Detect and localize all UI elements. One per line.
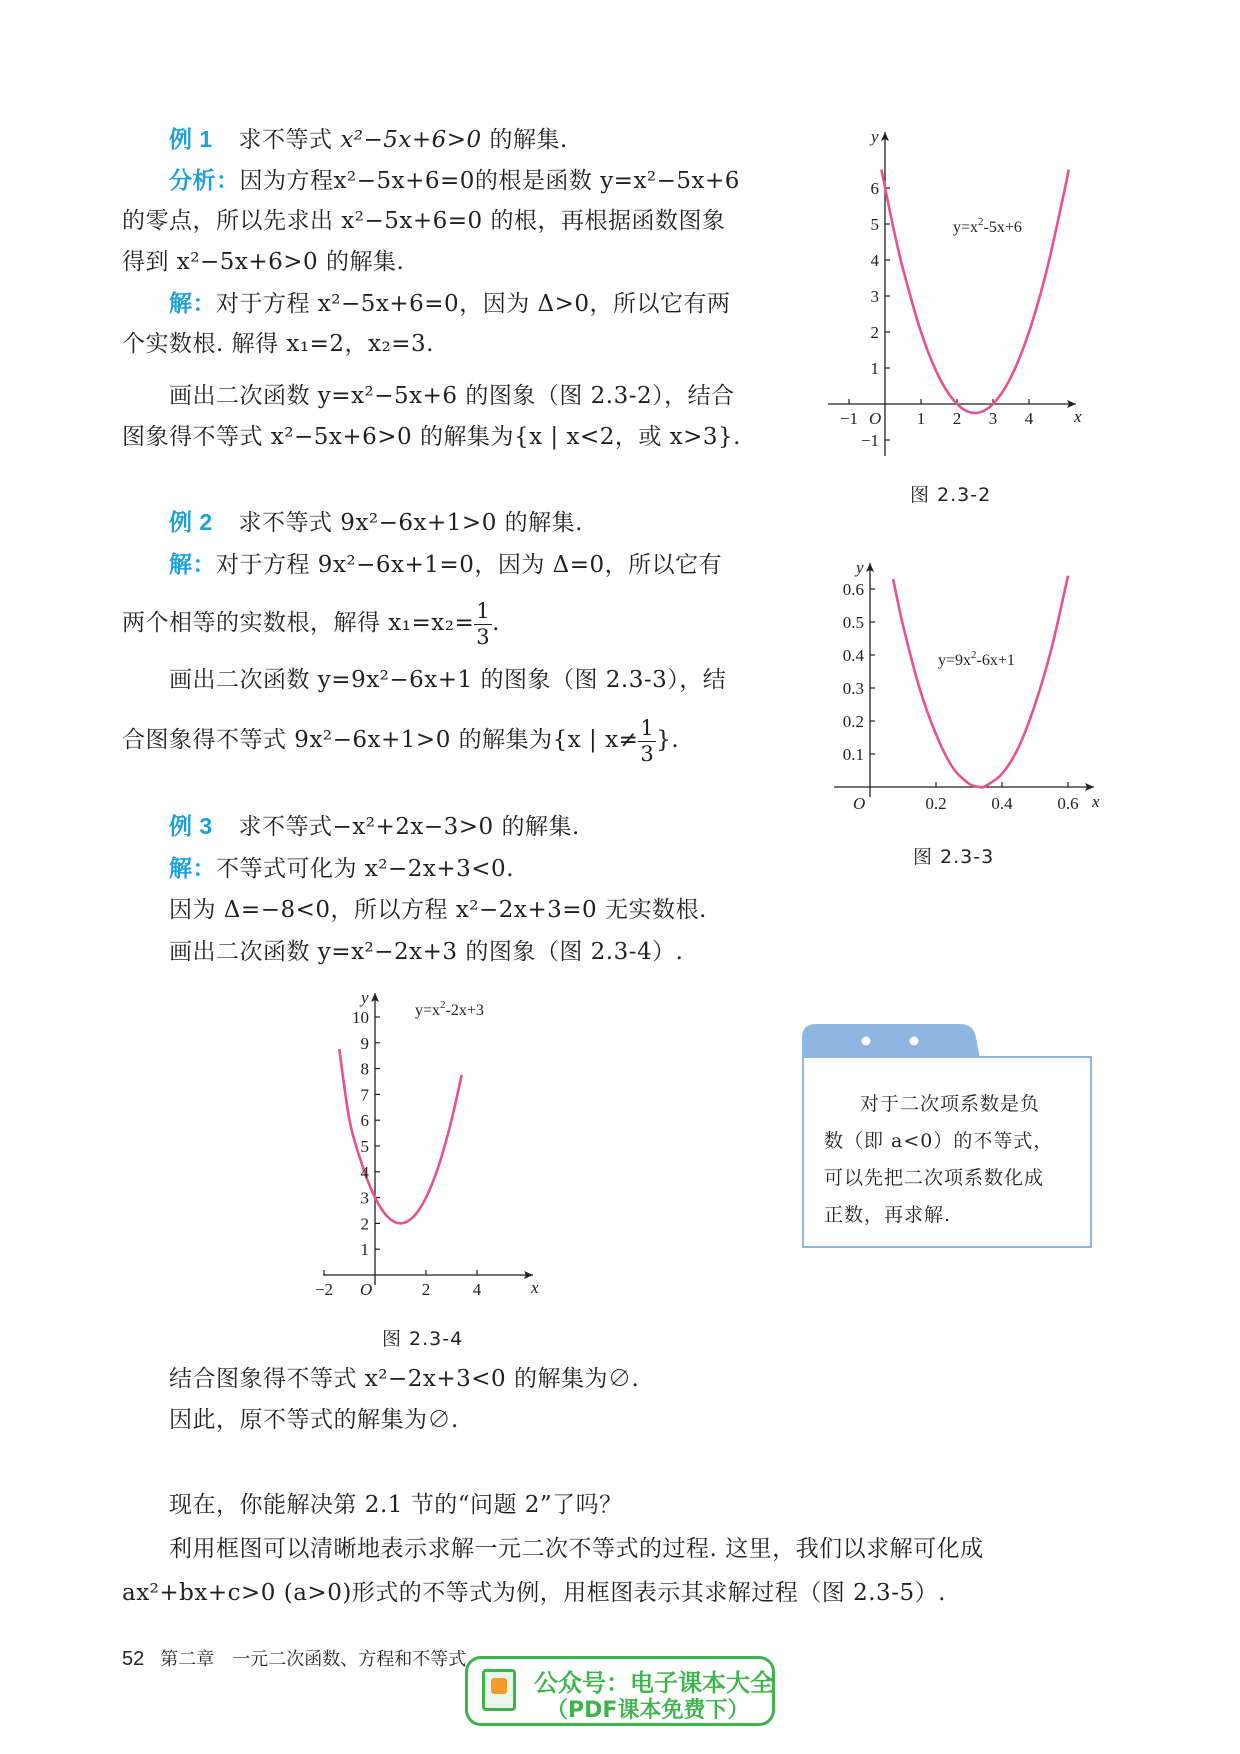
fig2-ytick-label: 3 — [870, 286, 879, 306]
fig2-xtick-label: −1 — [839, 409, 859, 428]
fig3-labels — [843, 558, 1100, 813]
closing-line-2: 利用框图可以清晰地表示求解一元二次不等式的过程. 这里，我们以求解可化成 — [169, 1536, 984, 1562]
ex3-line-4: 结合图象得不等式 x²−2x+3<0 的解集为∅. — [169, 1366, 640, 1392]
fig2-ytick-label: 4 — [870, 250, 879, 270]
ex1-label: 例 1 — [169, 126, 213, 152]
note-tab-dot-left — [862, 1037, 871, 1046]
fig4-ytick-label: 4 — [360, 1162, 369, 1182]
fig2-xtick-label: 1 — [916, 409, 926, 428]
fraction-one-third-2 — [638, 715, 656, 766]
ex3-line-5: 因此，原不等式的解集为∅. — [169, 1407, 459, 1433]
fraction-denominator: 3 — [476, 624, 491, 649]
fig2-x-axis-label: x — [1074, 407, 1082, 426]
ex2-solution-line-2 — [122, 598, 500, 648]
ex2-draw-text-2b: }. — [656, 727, 680, 753]
figure-2-3-2-caption: 图 2.3-2 — [910, 484, 992, 506]
fig3-x-axis-label: x — [1092, 792, 1100, 811]
fig2-labels — [840, 127, 1082, 450]
ex3-title — [169, 811, 580, 842]
ex1-title-math: x²−5x+6>0 — [340, 127, 482, 153]
fig4-parabola-curve — [339, 1049, 461, 1223]
fig2-xtick-label: 3 — [988, 409, 998, 428]
ex2-solution-text-2a: 两个相等的实数根，解得 x₁=x₂= — [122, 610, 475, 636]
fig2-ytick-label: 2 — [870, 322, 879, 342]
fig2-xtick-label: 2 — [952, 409, 962, 428]
fig3-ytick-label: 0.1 — [842, 744, 864, 764]
book-icon — [482, 1669, 516, 1711]
fig3-parabola-curve — [893, 576, 1068, 788]
fig3-xtick-label: 0.6 — [1057, 794, 1079, 813]
fig3-axes — [834, 563, 1094, 797]
fig4-y-axis-label: y — [361, 988, 369, 1007]
figure-2-3-3-caption: 图 2.3-3 — [913, 846, 995, 868]
fig3-ytick-label: 0.6 — [842, 579, 864, 599]
ex2-draw-line-1: 画出二次函数 y=9x²−6x+1 的图象（图 2.3-3），结 — [169, 667, 727, 693]
fig3-curve-layer — [893, 576, 1068, 788]
fig4-equation-label: $y=x^2-2x+3$ — [415, 999, 484, 1019]
fig4-curve-layer — [339, 1049, 461, 1223]
ex3-solution-label: 解： — [169, 855, 216, 881]
ex3-title-text: 求不等式−x²+2x−3>0 的解集. — [238, 814, 580, 840]
ex1-title-text-b: 的解集. — [481, 127, 568, 153]
fig4-xtick-label: 4 — [472, 1280, 482, 1299]
figure-2-3-4-caption: 图 2.3-4 — [382, 1328, 464, 1350]
note-line-4: 正数，再求解. — [824, 1204, 952, 1226]
ex2-title — [169, 507, 583, 538]
ex2-draw-line-2 — [122, 715, 679, 765]
fig3-xtick-label: 0.2 — [925, 794, 947, 813]
fig2-axes — [828, 132, 1076, 456]
ex3-line-2: 因为 Δ=−8<0，所以方程 x²−2x+3=0 无实数根. — [169, 897, 707, 923]
fig4-labels — [315, 988, 539, 1299]
note-line-2: 数（即 a<0）的不等式， — [824, 1130, 1054, 1152]
ex1-draw-line-1: 画出二次函数 y=x²−5x+6 的图象（图 2.3-2），结合 — [169, 383, 735, 409]
fig3-ytick-label: 0.3 — [842, 678, 864, 698]
fig4-x-axis-label: x — [531, 1278, 539, 1297]
fig4-xtick-label: −2 — [314, 1280, 334, 1299]
ex1-solution-line-1 — [169, 288, 731, 319]
note-box — [802, 1056, 1092, 1248]
ex1-title-text-a: 求不等式 — [238, 127, 341, 153]
ex2-label: 例 2 — [169, 509, 213, 535]
fig4-ytick-label: 1 — [360, 1240, 369, 1260]
fraction-numerator: 1 — [640, 715, 655, 740]
fig4-xtick-label: 2 — [421, 1280, 431, 1299]
fraction-denominator: 3 — [640, 741, 655, 766]
ex3-solution-text-1: 不等式可化为 x²−2x+3<0. — [216, 856, 514, 882]
fig3-equation-label: $y=9x^2-6x+1$ — [938, 649, 1015, 669]
closing-line-1: 现在，你能解决第 2.1 节的“问题 2”了吗？ — [169, 1492, 623, 1518]
figure-2-3-3 — [820, 555, 1100, 815]
fig4-ytick-label: 10 — [352, 1007, 369, 1027]
chapter-title: 第二章 一元二次函数、方程和不等式 — [160, 1649, 467, 1670]
fig3-ytick-label: 0.2 — [842, 711, 864, 731]
fig3-y-axis-label: y — [856, 558, 864, 577]
note-line-1: 对于二次项系数是负 — [860, 1093, 1041, 1115]
fig2-parabola-curve — [881, 170, 1068, 413]
figure-2-3-4 — [314, 985, 539, 1305]
fig4-ytick-label: 6 — [360, 1111, 369, 1131]
book-icon-badge — [491, 1678, 507, 1694]
fig2-ytick-label: 6 — [870, 178, 879, 198]
ex1-draw-line-2: 图象得不等式 x²−5x+6>0 的解集为{x | x<2，或 x>3}. — [122, 424, 741, 450]
fig2-ytick-label: 1 — [870, 358, 879, 378]
ex1-analysis-label: 分析： — [169, 167, 240, 193]
fig3-xtick-label: 0.4 — [991, 794, 1013, 813]
fig4-ytick-label: 9 — [360, 1033, 369, 1053]
note-tab-shape — [802, 1024, 980, 1058]
ex2-solution-line-1 — [169, 549, 722, 580]
watermark-line-2: （PDF课本免费下） — [546, 1698, 750, 1723]
note-text — [824, 1086, 1053, 1234]
fig4-ytick-label: 5 — [360, 1136, 369, 1156]
fig2-equation-label: $y=x^2-5x+6$ — [953, 216, 1022, 236]
fig4-ytick-label: 2 — [360, 1214, 369, 1234]
ex2-solution-text-2b: . — [492, 610, 500, 636]
note-tab-dot-right — [910, 1037, 919, 1046]
ex2-solution-text-1: 对于方程 9x²−6x+1=0，因为 Δ=0，所以它有 — [216, 552, 723, 578]
fig2-ytick-label: −1 — [860, 430, 879, 450]
page-number: 52 — [122, 1648, 145, 1670]
fig4-origin-label: O — [360, 1280, 373, 1299]
watermark-line-1: 公众号：电子课本大全 — [534, 1669, 774, 1697]
page-footer — [122, 1645, 466, 1671]
fig2-xtick-label: 4 — [1024, 409, 1034, 428]
closing-line-3: ax²+bx+c>0 (a>0)形式的不等式为例，用框图表示其求解过程（图 2.3-5）. — [122, 1580, 946, 1606]
ex1-analysis-line-1 — [169, 165, 740, 196]
ex3-solution-line-1 — [169, 853, 514, 884]
ex2-title-text: 求不等式 9x²−6x+1>0 的解集. — [238, 510, 583, 536]
figure-2-3-2 — [818, 124, 1082, 464]
ex1-solution-label: 解： — [169, 290, 216, 316]
ex1-analysis-text-1: 因为方程x²−5x+6=0的根是函数 y=x²−5x+6 — [239, 168, 740, 194]
ex1-analysis-line-2: 的零点，所以先求出 x²−5x+6=0 的根，再根据函数图象 — [122, 208, 726, 234]
watermark-banner — [465, 1656, 775, 1726]
fraction-one-third — [474, 598, 492, 649]
ex3-line-3: 画出二次函数 y=x²−2x+3 的图象（图 2.3-4）. — [169, 939, 684, 965]
ex2-draw-text-2a: 合图象得不等式 9x²−6x+1>0 的解集为{x | x≠ — [122, 727, 639, 753]
fig2-origin-label: O — [869, 409, 882, 428]
ex3-label: 例 3 — [169, 813, 213, 839]
note-tab — [802, 1024, 982, 1058]
fig3-origin-label: O — [853, 794, 866, 813]
ex1-title — [169, 124, 568, 155]
fig3-ytick-label: 0.5 — [842, 612, 864, 632]
ex2-solution-label: 解： — [169, 551, 216, 577]
note-line-3: 可以先把二次项系数化成 — [824, 1167, 1045, 1189]
ex1-solution-line-2: 个实数根. 解得 x₁=2，x₂=3. — [122, 331, 434, 357]
fig2-curve-layer — [881, 170, 1068, 413]
fig4-ytick-label: 3 — [360, 1188, 369, 1208]
fig3-ytick-label: 0.4 — [842, 645, 864, 665]
fig4-ytick-label: 7 — [360, 1085, 369, 1105]
ex1-solution-text-1: 对于方程 x²−5x+6=0，因为 Δ>0，所以它有两 — [216, 291, 731, 317]
fig2-ytick-label: 5 — [870, 214, 879, 234]
fraction-numerator: 1 — [476, 598, 491, 623]
ex1-analysis-line-3: 得到 x²−5x+6>0 的解集. — [122, 249, 405, 275]
fig4-ytick-label: 8 — [360, 1059, 369, 1079]
fig2-y-axis-label: y — [871, 127, 879, 146]
